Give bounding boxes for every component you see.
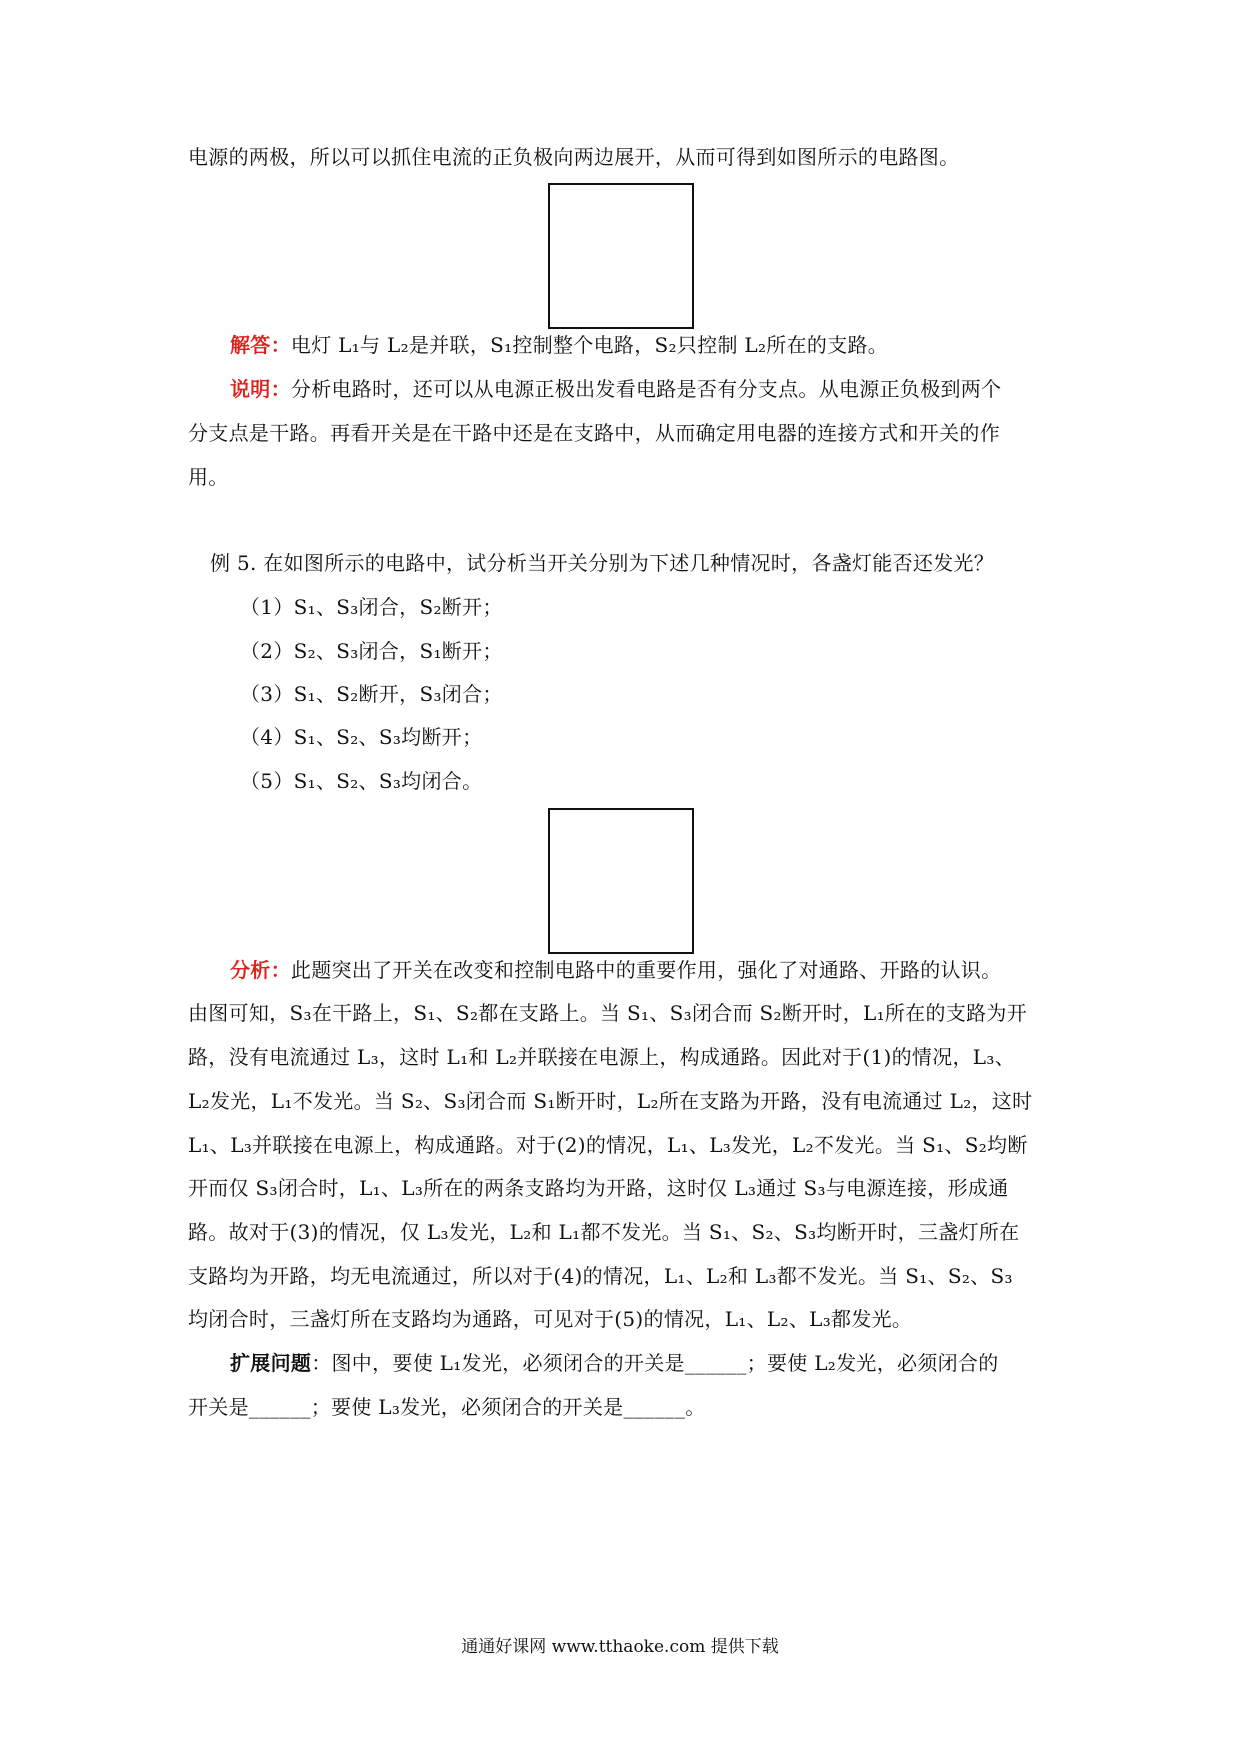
analysis-line-8: 支路均为开路，均无电流通过，所以对于(4)的情况，L₁、L₂和 L₃都不发光。当 S₁、S₂、S₃	[188, 1264, 1013, 1288]
explanation-line-2: 分支点是干路。再看开关是在干路中还是在支路中，从而确定用电器的连接方式和开关的作	[188, 421, 1000, 445]
explanation-line-1	[230, 375, 1001, 403]
analysis-line-9: 均闭合时，三盏灯所在支路均为通路，可见对于(5)的情况，L₁、L₂、L₃都发光。	[188, 1307, 913, 1331]
analysis-line-1	[230, 956, 1001, 984]
intro-tail-text: 电源的两极，所以可以抓住电流的正负极向两边展开，从而可得到如图所示的电路图。	[188, 145, 960, 169]
explanation-label: 说明：	[230, 377, 291, 401]
analysis-line-3: 路，没有电流通过 L₃，这时 L₁和 L₂并联接在电源上，构成通路。因此对于(1)的情况，L₃、	[188, 1045, 1015, 1069]
analysis-line-4: L₂发光，L₁不发光。当 S₂、S₃闭合而 S₁断开时，L₂所在支路为开路，没有电流通过 L₂，这时	[188, 1089, 1033, 1113]
analysis-line-5: L₁、L₃并联接在电源上，构成通路。对于(2)的情况，L₁、L₃发光，L₂不发光。当 S₁、S₂均断	[188, 1133, 1028, 1157]
answer-paragraph	[230, 331, 888, 359]
explanation-line-3: 用。	[188, 465, 229, 489]
extension-label: 扩展问题	[230, 1351, 312, 1375]
example-5-item-3: （3）S₁、S₂断开，S₃闭合；	[240, 682, 503, 706]
answer-label: 解答：	[230, 333, 291, 357]
analysis-line-6: 开而仅 S₃闭合时，L₁、L₃所在的两条支路均为开路，这时仅 L₃通过 S₃与电源连接，形成通	[188, 1176, 1009, 1200]
analysis-text-1: 此题突出了开关在改变和控制电路中的重要作用，强化了对通路、开路的认识。	[290, 958, 1002, 982]
analysis-line-2: 由图可知，S₃在干路上，S₁、S₂都在支路上。当 S₁、S₃闭合而 S₂断开时，L₁所在的支路为开	[188, 1001, 1028, 1025]
example-5-title: 例 5. 在如图所示的电路中，试分析当开关分别为下述几种情况时，各盏灯能否还发光？	[210, 551, 995, 575]
extension-line-2: 开关是______；要使 L₃发光，必须闭合的开关是______。	[188, 1395, 706, 1419]
circuit-diagram-placeholder-1	[548, 183, 694, 329]
example-5-item-4: （4）S₁、S₂、S₃均断开；	[240, 725, 483, 749]
extension-line-1	[230, 1349, 999, 1377]
example-5-item-1: （1）S₁、S₃闭合，S₂断开；	[240, 595, 503, 619]
circuit-diagram-placeholder-2	[548, 808, 694, 954]
example-5-item-2: （2）S₂、S₃闭合，S₁断开；	[240, 639, 503, 663]
explanation-text-1: 分析电路时，还可以从电源正极出发看电路是否有分支点。从电源正负极到两个	[290, 377, 1002, 401]
example-5-item-5: （5）S₁、S₂、S₃均闭合。	[240, 769, 483, 793]
extension-text-1: ：图中，要使 L₁发光，必须闭合的开关是______；要使 L₂发光，必须闭合的	[311, 1351, 999, 1375]
analysis-line-7: 路。故对于(3)的情况，仅 L₃发光，L₂和 L₁都不发光。当 S₁、S₂、S₃均断开时，三盏灯所在	[188, 1220, 1020, 1244]
answer-text: 电灯 L₁与 L₂是并联，S₁控制整个电路，S₂只控制 L₂所在的支路。	[290, 333, 889, 357]
page-footer: 通通好课网 www.tthaoke.com 提供下载	[461, 1637, 779, 1657]
analysis-label: 分析：	[230, 958, 291, 982]
